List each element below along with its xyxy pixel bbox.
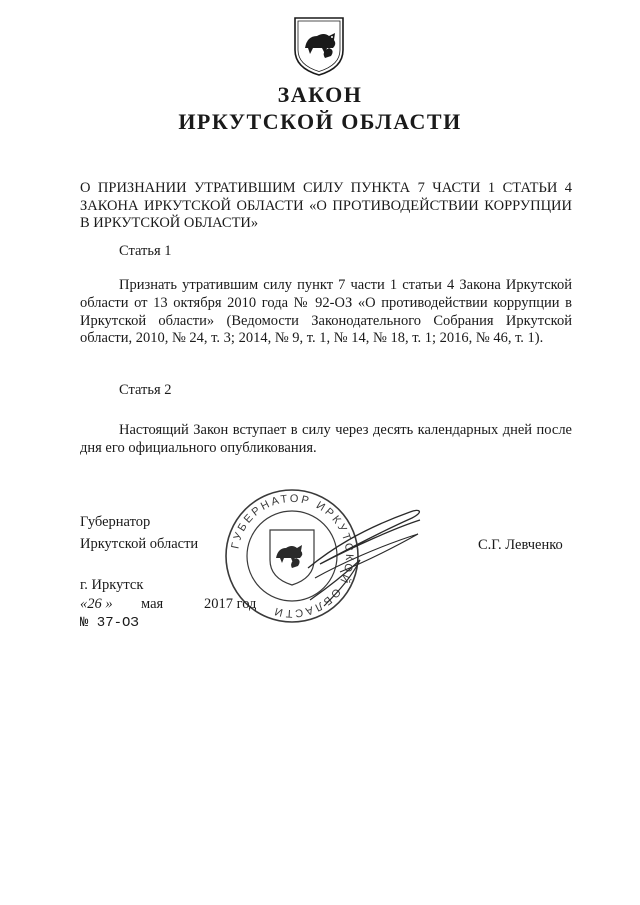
law-subject: О ПРИЗНАНИИ УТРАТИВШИМ СИЛУ ПУНКТА 7 ЧАСТИ 1 СТАТЬИ 4 ЗАКОНА ИРКУТСКОЙ ОБЛАСТИ «О ПРОТИВОДЕЙСТВИИ КОРРУПЦИИ В ИРКУТСКОЙ ОБЛАСТИ» (80, 180, 572, 231)
article-2-text (80, 422, 572, 458)
coat-of-arms-icon (291, 14, 347, 78)
date-day: «26 » (80, 596, 113, 612)
city: г. Иркутск (80, 577, 144, 593)
article-1-heading: Статья 1 (119, 243, 172, 259)
seal-text: ГУБЕРНАТОР ИРКУТСКОЙ ОБЛАСТИ (229, 492, 356, 620)
signatory-position: Губернатор (80, 514, 151, 530)
date-year: 2017 год (204, 596, 257, 612)
signatory-region: Иркутской области (80, 536, 199, 552)
article-1-text (80, 277, 572, 348)
signatory-name: С.Г. Левченко (478, 537, 563, 553)
article-1-body: Признать утратившим силу пункт 7 части 1 статьи 4 Закона Иркутской области от 13 октября 2010 года № 92-ОЗ «О противодействии коррупции в Иркутской области» (Ведомости Законодательного Собрания Иркутской области, 2010, № 24, т. 3; 2014, № 9, т. 1, № 14, № 18, т. 1; 2016, № 46, т. 1). (80, 277, 572, 347)
article-2-heading: Статья 2 (119, 382, 172, 398)
region-title: ИРКУТСКОЙ ОБЛАСТИ (178, 109, 462, 134)
law-title: ЗАКОН (277, 82, 363, 107)
date-month: мая (141, 596, 164, 612)
handwritten-signature (300, 490, 430, 620)
article-2-body: Настоящий Закон вступает в силу через десять календарных дней после дня его официального опубликования. (80, 422, 572, 456)
law-number: № 37-ОЗ (80, 615, 139, 631)
